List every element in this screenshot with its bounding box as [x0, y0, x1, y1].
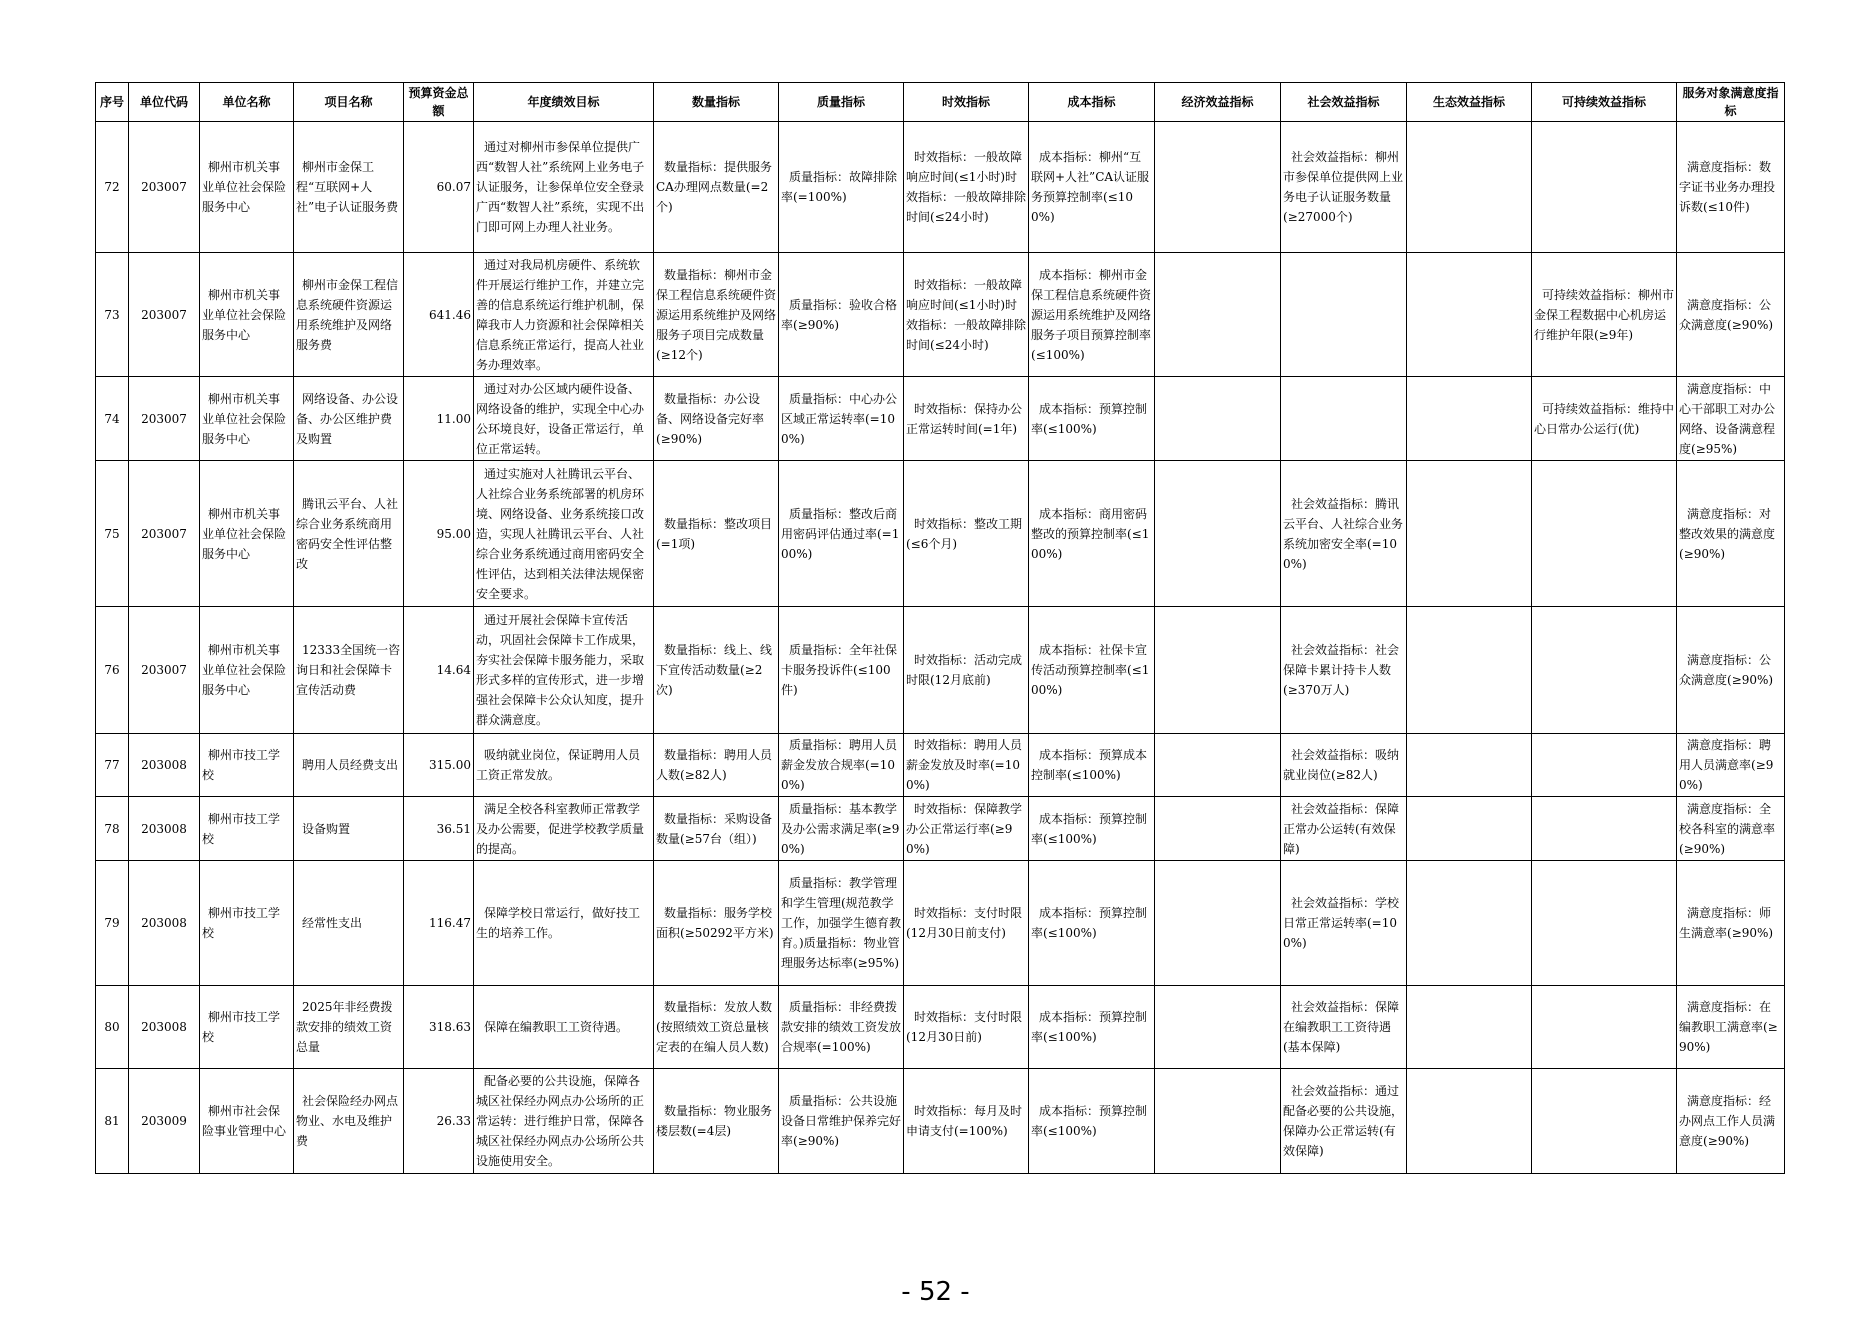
social-indicator: 社会效益指标：保障正常办公运转(有效保障)	[1281, 797, 1407, 861]
satisfaction-indicator: 满意度指标：公众满意度(≥90%)	[1677, 607, 1785, 734]
quality-indicator: 质量指标：基本教学及办公需求满足率(≥90%)	[779, 797, 904, 861]
budget-amount: 641.46	[404, 253, 474, 377]
unit-name: 柳州市技工学校	[200, 797, 294, 861]
header-cell: 服务对象满意度指标	[1677, 83, 1785, 122]
economic-indicator	[1155, 253, 1281, 377]
quantity-indicator: 数量指标：提供服务CA办理网点数量(=2个)	[654, 122, 779, 253]
cost-indicator: 成本指标：社保卡宣传活动预算控制率(≤100%)	[1029, 607, 1155, 734]
budget-amount: 26.33	[404, 1069, 474, 1174]
satisfaction-indicator: 满意度指标：聘用人员满意率(≥90%)	[1677, 734, 1785, 797]
budget-amount: 60.07	[404, 122, 474, 253]
quantity-indicator: 数量指标：线上、线下宣传活动数量(≥2次)	[654, 607, 779, 734]
timeliness-indicator: 时效指标：聘用人员薪金发放及时率(=100%)	[904, 734, 1029, 797]
table-header-row	[96, 83, 1785, 122]
table-row	[96, 122, 1785, 253]
quality-indicator: 质量指标：聘用人员薪金发放合规率(=100%)	[779, 734, 904, 797]
cost-indicator: 成本指标：柳州市金保工程信息系统硬件资源运用系统维护及网络服务子项目预算控制率(≤100%)	[1029, 253, 1155, 377]
header-cell: 经济效益指标	[1155, 83, 1281, 122]
table-row	[96, 797, 1785, 861]
sustainable-indicator	[1532, 861, 1677, 986]
ecological-indicator	[1407, 986, 1532, 1069]
project-name: 经常性支出	[294, 861, 404, 986]
cost-indicator: 成本指标：商用密码整改的预算控制率(≤100%)	[1029, 461, 1155, 607]
quantity-indicator: 数量指标：服务学校面积(≥50292平方米)	[654, 861, 779, 986]
annual-goal: 通过对办公区域内硬件设备、网络设备的维护，实现全中心办公环境良好，设备正常运行，单位正常运转。	[474, 377, 654, 461]
annual-goal: 通过实施对人社腾讯云平台、人社综合业务系统部署的机房环境、网络设备、业务系统接口改造，实现人社腾讯云平台、人社综合业务系统通过商用密码安全性评估，达到相关法律法规保密安全要求。	[474, 461, 654, 607]
unit-code: 203007	[129, 461, 200, 607]
header-cell: 单位代码	[129, 83, 200, 122]
project-name: 腾讯云平台、人社综合业务系统商用密码安全性评估整改	[294, 461, 404, 607]
table-row	[96, 461, 1785, 607]
annual-goal: 满足全校各科室教师正常教学及办公需要，促进学校教学质量的提高。	[474, 797, 654, 861]
social-indicator	[1281, 253, 1407, 377]
header-cell: 社会效益指标	[1281, 83, 1407, 122]
project-name: 社会保险经办网点物业、水电及维护费	[294, 1069, 404, 1174]
project-name: 12333全国统一咨询日和社会保障卡宣传活动费	[294, 607, 404, 734]
quantity-indicator: 数量指标：柳州市金保工程信息系统硬件资源运用系统维护及网络服务子项目完成数量(≥12个)	[654, 253, 779, 377]
quantity-indicator: 数量指标：整改项目(=1项)	[654, 461, 779, 607]
header-cell: 序号	[96, 83, 129, 122]
timeliness-indicator: 时效指标：保障教学办公正常运行率(≥90%)	[904, 797, 1029, 861]
ecological-indicator	[1407, 1069, 1532, 1174]
ecological-indicator	[1407, 461, 1532, 607]
satisfaction-indicator: 满意度指标：中心干部职工对办公网络、设备满意程度(≥95%)	[1677, 377, 1785, 461]
timeliness-indicator: 时效指标：支付时限(12月30日前)	[904, 986, 1029, 1069]
economic-indicator	[1155, 377, 1281, 461]
project-name: 柳州市金保工程信息系统硬件资源运用系统维护及网络服务费	[294, 253, 404, 377]
unit-code: 203007	[129, 607, 200, 734]
row-number: 73	[96, 253, 129, 377]
timeliness-indicator: 时效指标：一般故障响应时间(≤1小时)时效指标：一般故障排除时间(≤24小时)	[904, 122, 1029, 253]
ecological-indicator	[1407, 861, 1532, 986]
quantity-indicator: 数量指标：采购设备数量(≥57台（组）)	[654, 797, 779, 861]
quality-indicator: 质量指标：教学管理和学生管理(规范教学工作，加强学生德育教育。)质量指标：物业管理服务达标率(≥95%)	[779, 861, 904, 986]
unit-code: 203007	[129, 377, 200, 461]
header-cell: 时效指标	[904, 83, 1029, 122]
project-name: 设备购置	[294, 797, 404, 861]
satisfaction-indicator: 满意度指标：经办网点工作人员满意度(≥90%)	[1677, 1069, 1785, 1174]
unit-name: 柳州市技工学校	[200, 861, 294, 986]
quality-indicator: 质量指标：中心办公区域正常运转率(=100%)	[779, 377, 904, 461]
social-indicator: 社会效益指标：通过配备必要的公共设施，保障办公正常运转(有效保障)	[1281, 1069, 1407, 1174]
header-cell: 生态效益指标	[1407, 83, 1532, 122]
quality-indicator: 质量指标：全年社保卡服务投诉件(≤100件)	[779, 607, 904, 734]
sustainable-indicator: 可持续效益指标：柳州市金保工程数据中心机房运行维护年限(≥9年)	[1532, 253, 1677, 377]
budget-amount: 318.63	[404, 986, 474, 1069]
project-name: 网络设备、办公设备、办公区维护费及购置	[294, 377, 404, 461]
budget-amount: 116.47	[404, 861, 474, 986]
cost-indicator: 成本指标：预算控制率(≤100%)	[1029, 861, 1155, 986]
table-row	[96, 734, 1785, 797]
quantity-indicator: 数量指标：办公设备、网络设备完好率(≥90%)	[654, 377, 779, 461]
budget-amount: 315.00	[404, 734, 474, 797]
header-cell: 单位名称	[200, 83, 294, 122]
table-row	[96, 377, 1785, 461]
header-cell: 年度绩效目标	[474, 83, 654, 122]
table-row	[96, 253, 1785, 377]
annual-goal: 通过对柳州市参保单位提供广西“数智人社”系统网上业务电子认证服务，让参保单位安全登录广西“数智人社”系统，实现不出门即可网上办理人社业务。	[474, 122, 654, 253]
unit-code: 203008	[129, 797, 200, 861]
row-number: 75	[96, 461, 129, 607]
quantity-indicator: 数量指标：发放人数(按照绩效工资总量核定表的在编人员人数)	[654, 986, 779, 1069]
satisfaction-indicator: 满意度指标：公众满意度(≥90%)	[1677, 253, 1785, 377]
unit-name: 柳州市机关事业单位社会保险服务中心	[200, 253, 294, 377]
timeliness-indicator: 时效指标：支付时限(12月30日前支付)	[904, 861, 1029, 986]
satisfaction-indicator: 满意度指标：对整改效果的满意度(≥90%)	[1677, 461, 1785, 607]
cost-indicator: 成本指标：预算控制率(≤100%)	[1029, 1069, 1155, 1174]
timeliness-indicator: 时效指标：保持办公正常运转时间(=1年)	[904, 377, 1029, 461]
satisfaction-indicator: 满意度指标：数字证书业务办理投诉数(≤10件)	[1677, 122, 1785, 253]
table-row	[96, 986, 1785, 1069]
quality-indicator: 质量指标：非经费拨款安排的绩效工资发放合规率(=100%)	[779, 986, 904, 1069]
sustainable-indicator	[1532, 797, 1677, 861]
social-indicator: 社会效益指标：保障在编教职工工资待遇(基本保障)	[1281, 986, 1407, 1069]
social-indicator	[1281, 377, 1407, 461]
cost-indicator: 成本指标：预算成本控制率(≤100%)	[1029, 734, 1155, 797]
row-number: 79	[96, 861, 129, 986]
header-cell: 可持续效益指标	[1532, 83, 1677, 122]
annual-goal: 通过开展社会保障卡宣传活动，巩固社会保障卡工作成果，夯实社会保障卡服务能力，采取形式多样的宣传形式，进一步增强社会保障卡公众认知度，提升群众满意度。	[474, 607, 654, 734]
unit-code: 203008	[129, 986, 200, 1069]
header-cell: 质量指标	[779, 83, 904, 122]
annual-goal: 保障在编教职工工资待遇。	[474, 986, 654, 1069]
quality-indicator: 质量指标：故障排除率(=100%)	[779, 122, 904, 253]
social-indicator: 社会效益指标：柳州市参保单位提供网上业务电子认证服务数量(≥27000个)	[1281, 122, 1407, 253]
unit-name: 柳州市机关事业单位社会保险服务中心	[200, 461, 294, 607]
social-indicator: 社会效益指标：吸纳就业岗位(≥82人)	[1281, 734, 1407, 797]
economic-indicator	[1155, 461, 1281, 607]
cost-indicator: 成本指标：预算控制率(≤100%)	[1029, 377, 1155, 461]
header-cell: 成本指标	[1029, 83, 1155, 122]
social-indicator: 社会效益指标：腾讯云平台、人社综合业务系统加密安全率(=100%)	[1281, 461, 1407, 607]
quantity-indicator: 数量指标：聘用人员人数(≥82人)	[654, 734, 779, 797]
table-row	[96, 607, 1785, 734]
economic-indicator	[1155, 986, 1281, 1069]
unit-code: 203007	[129, 122, 200, 253]
cost-indicator: 成本指标：预算控制率(≤100%)	[1029, 986, 1155, 1069]
annual-goal: 配备必要的公共设施，保障各城区社保经办网点办公场所的正常运转：进行维护日常，保障各城区社保经办网点办公场所公共设施使用安全。	[474, 1069, 654, 1174]
sustainable-indicator	[1532, 607, 1677, 734]
budget-amount: 95.00	[404, 461, 474, 607]
economic-indicator	[1155, 861, 1281, 986]
row-number: 78	[96, 797, 129, 861]
quality-indicator: 质量指标：整改后商用密码评估通过率(=100%)	[779, 461, 904, 607]
timeliness-indicator: 时效指标：每月及时申请支付(=100%)	[904, 1069, 1029, 1174]
satisfaction-indicator: 满意度指标：师生满意率(≥90%)	[1677, 861, 1785, 986]
quality-indicator: 质量指标：公共设施设备日常维护保养完好率(≥90%)	[779, 1069, 904, 1174]
cost-indicator: 成本指标：柳州“互联网+人社”CA认证服务预算控制率(≤100%)	[1029, 122, 1155, 253]
annual-goal: 通过对我局机房硬件、系统软件开展运行维护工作，并建立完善的信息系统运行维护机制，保障我市人力资源和社会保障相关信息系统正常运行，提高人社业务办理效率。	[474, 253, 654, 377]
header-cell: 项目名称	[294, 83, 404, 122]
budget-amount: 14.64	[404, 607, 474, 734]
economic-indicator	[1155, 1069, 1281, 1174]
satisfaction-indicator: 满意度指标：在编教职工满意率(≥90%)	[1677, 986, 1785, 1069]
ecological-indicator	[1407, 734, 1532, 797]
unit-code: 203007	[129, 253, 200, 377]
sustainable-indicator	[1532, 461, 1677, 607]
header-cell: 预算资金总额	[404, 83, 474, 122]
ecological-indicator	[1407, 377, 1532, 461]
unit-name: 柳州市机关事业单位社会保险服务中心	[200, 377, 294, 461]
economic-indicator	[1155, 122, 1281, 253]
project-name: 柳州市金保工程“互联网+人社”电子认证服务费	[294, 122, 404, 253]
unit-name: 柳州市技工学校	[200, 734, 294, 797]
ecological-indicator	[1407, 797, 1532, 861]
page-number: - 52 -	[901, 1277, 970, 1307]
row-number: 74	[96, 377, 129, 461]
quality-indicator: 质量指标：验收合格率(≥90%)	[779, 253, 904, 377]
unit-code: 203008	[129, 861, 200, 986]
header-cell: 数量指标	[654, 83, 779, 122]
project-name: 2025年非经费拨款安排的绩效工资总量	[294, 986, 404, 1069]
ecological-indicator	[1407, 607, 1532, 734]
sustainable-indicator	[1532, 734, 1677, 797]
economic-indicator	[1155, 734, 1281, 797]
unit-code: 203008	[129, 734, 200, 797]
annual-goal: 吸纳就业岗位，保证聘用人员工资正常发放。	[474, 734, 654, 797]
row-number: 80	[96, 986, 129, 1069]
row-number: 81	[96, 1069, 129, 1174]
ecological-indicator	[1407, 122, 1532, 253]
sustainable-indicator	[1532, 1069, 1677, 1174]
unit-code: 203009	[129, 1069, 200, 1174]
timeliness-indicator: 时效指标：整改工期(≤6个月)	[904, 461, 1029, 607]
sustainable-indicator	[1532, 986, 1677, 1069]
budget-amount: 11.00	[404, 377, 474, 461]
social-indicator: 社会效益指标：学校日常正常运转率(=100%)	[1281, 861, 1407, 986]
quantity-indicator: 数量指标：物业服务楼层数(=4层)	[654, 1069, 779, 1174]
table-row	[96, 861, 1785, 986]
row-number: 76	[96, 607, 129, 734]
row-number: 77	[96, 734, 129, 797]
unit-name: 柳州市机关事业单位社会保险服务中心	[200, 607, 294, 734]
economic-indicator	[1155, 797, 1281, 861]
unit-name: 柳州市技工学校	[200, 986, 294, 1069]
unit-name: 柳州市社会保险事业管理中心	[200, 1069, 294, 1174]
unit-name: 柳州市机关事业单位社会保险服务中心	[200, 122, 294, 253]
sustainable-indicator	[1532, 122, 1677, 253]
annual-goal: 保障学校日常运行，做好技工生的培养工作。	[474, 861, 654, 986]
satisfaction-indicator: 满意度指标：全校各科室的满意率(≥90%)	[1677, 797, 1785, 861]
timeliness-indicator: 时效指标：一般故障响应时间(≤1小时)时效指标：一般故障排除时间(≤24小时)	[904, 253, 1029, 377]
cost-indicator: 成本指标：预算控制率(≤100%)	[1029, 797, 1155, 861]
budget-amount: 36.51	[404, 797, 474, 861]
sustainable-indicator: 可持续效益指标：维持中心日常办公运行(优)	[1532, 377, 1677, 461]
table-row	[96, 1069, 1785, 1174]
row-number: 72	[96, 122, 129, 253]
ecological-indicator	[1407, 253, 1532, 377]
timeliness-indicator: 时效指标：活动完成时限(12月底前)	[904, 607, 1029, 734]
project-name: 聘用人员经费支出	[294, 734, 404, 797]
economic-indicator	[1155, 607, 1281, 734]
social-indicator: 社会效益指标：社会保障卡累计持卡人数(≥370万人)	[1281, 607, 1407, 734]
performance-table	[95, 82, 1785, 1174]
